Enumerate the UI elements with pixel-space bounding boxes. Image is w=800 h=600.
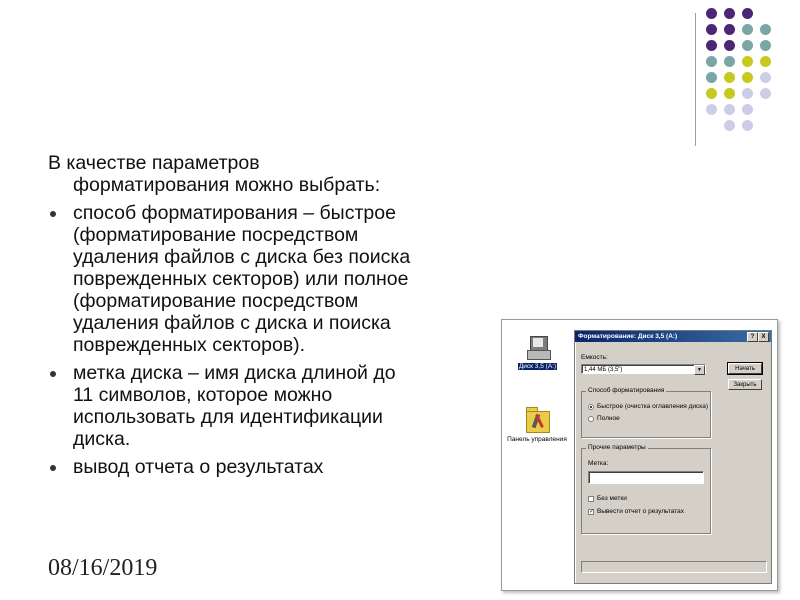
capacity-value: 1,44 МБ (3,5") [584, 367, 623, 373]
decor-dot [742, 40, 753, 51]
decor-dot [706, 24, 717, 35]
decor-dot [724, 104, 735, 115]
floppy-drive-shortcut[interactable] [510, 334, 565, 370]
start-button[interactable]: Начать [728, 363, 762, 374]
chevron-down-icon[interactable]: ▼ [694, 365, 705, 375]
decor-dot [760, 56, 771, 67]
decor-dot [706, 72, 717, 83]
decor-dot [706, 88, 717, 99]
decor-dot [724, 88, 735, 99]
other-options-title: Прочие параметры [588, 444, 646, 451]
format-method-title: Способ форматирования [588, 387, 665, 394]
decor-dot [724, 56, 735, 67]
decor-divider-line [695, 13, 696, 146]
format-method-group [581, 387, 711, 438]
radio-full-label: Полное [597, 415, 620, 422]
dialog-titlebar [575, 331, 771, 342]
bullet-line: диска. [73, 428, 131, 450]
report-checkbox[interactable]: ✓ [589, 509, 595, 515]
decor-dot [742, 8, 753, 19]
disk-label-caption: Метка: [588, 460, 609, 467]
decor-dot [760, 88, 771, 99]
bullet-report [48, 456, 518, 478]
help-button[interactable]: ? [747, 332, 758, 342]
bullet-dot-icon [50, 465, 56, 471]
decor-dot [706, 56, 717, 67]
bullet-dot-icon [50, 211, 56, 217]
format-dialog [574, 330, 772, 584]
control-panel-icon [525, 405, 549, 433]
floppy-disk-icon [527, 334, 549, 360]
decor-dot [706, 40, 717, 51]
decor-dot [742, 104, 753, 115]
format-dialog-screenshot [501, 319, 778, 591]
decor-dot [724, 24, 735, 35]
radio-quick-label: Быстрое (очистка оглавления диска) [597, 403, 709, 410]
bullet-line: (форматирование посредством [73, 290, 359, 312]
radio-quick[interactable] [588, 404, 594, 410]
other-options-group [581, 444, 711, 534]
capacity-select[interactable] [581, 364, 706, 374]
bullet-line: поврежденных секторов) или полное [73, 268, 409, 290]
decor-dot [706, 104, 717, 115]
decor-dot [760, 24, 771, 35]
bullet-list [48, 202, 518, 478]
decor-dot [724, 120, 735, 131]
bullet-dot-icon [50, 371, 56, 377]
bullet-format-method [48, 202, 518, 356]
decor-dot [706, 8, 717, 19]
floppy-drive-label: Диск 3,5 (A:) [518, 363, 557, 370]
decor-dot-grid [706, 8, 786, 136]
bullet-line: способ форматирования – быстрое [73, 202, 396, 224]
bullet-line: 11 символов, которое можно [73, 384, 333, 406]
intro-line-1: В качестве параметров [48, 152, 260, 174]
decor-dot [742, 24, 753, 35]
intro-line-2: форматирования можно выбрать: [73, 174, 381, 196]
decor-dot [724, 8, 735, 19]
control-panel-shortcut[interactable] [506, 405, 568, 443]
control-panel-label: Панель управления [507, 436, 567, 443]
no-label-checkbox[interactable] [588, 496, 594, 502]
dialog-status-bar [581, 561, 767, 573]
decor-dot [742, 88, 753, 99]
decor-dot [742, 56, 753, 67]
bullet-line: метка диска – имя диска длиной до [73, 362, 396, 384]
bullet-line: удаления файлов с диска и поиска [73, 312, 391, 334]
bullet-disk-label [48, 362, 518, 450]
bullet-line: поврежденных секторов). [73, 334, 306, 356]
decor-dot [724, 72, 735, 83]
report-checkbox-label: Вывести отчет о результатах [597, 508, 685, 515]
bullet-line: удаления файлов с диска без поиска [73, 246, 411, 268]
radio-full[interactable] [588, 416, 594, 422]
decor-dot [760, 72, 771, 83]
capacity-label: Емкость: [581, 354, 608, 361]
decor-dot [742, 72, 753, 83]
decor-dot [760, 40, 771, 51]
intro-paragraph [48, 152, 518, 196]
disk-label-input[interactable] [588, 471, 704, 484]
close-button[interactable]: Закрыть [728, 379, 762, 390]
decor-dot [742, 120, 753, 131]
bullet-line: использовать для идентификации [73, 406, 383, 428]
close-icon[interactable]: X [758, 332, 769, 342]
bullet-line: (форматирование посредством [73, 224, 359, 246]
bullet-line: вывод отчета о результатах [73, 456, 324, 478]
slide-date: 08/16/2019 [48, 555, 158, 581]
slide-body [48, 152, 518, 484]
dialog-title: Форматирование: Диск 3,5 (A:) [578, 333, 678, 340]
decor-dot [724, 40, 735, 51]
no-label-text: Без метки [597, 495, 627, 502]
